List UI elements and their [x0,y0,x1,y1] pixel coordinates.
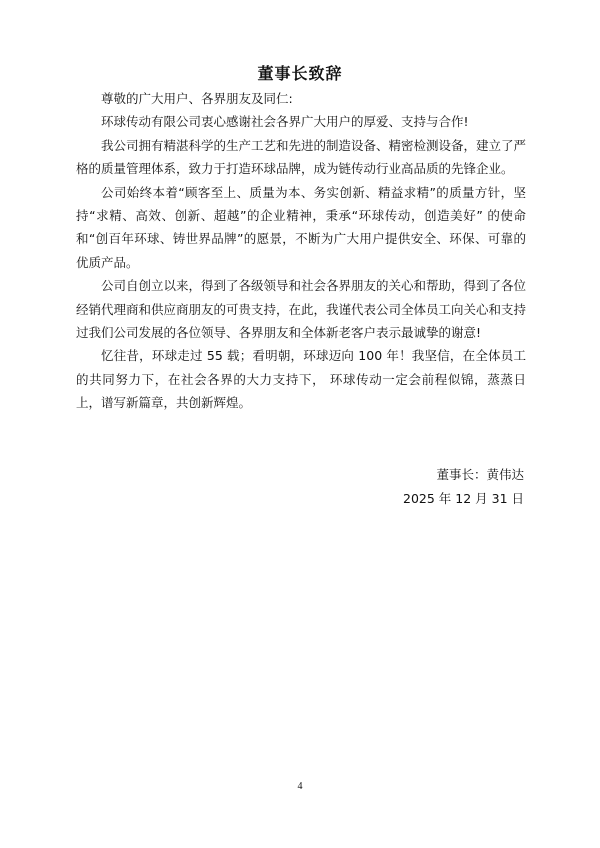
paragraph-1: 环球传动有限公司衷心感谢社会各界广大用户的厚爱、支持与合作! [101,114,469,130]
signature-name: 董事长：黄伟达 [436,467,524,482]
salutation: 尊敬的广大用户、各界朋友及同仁: [101,91,293,106]
signature-block [403,463,524,511]
page-title: 董事长致辞 [257,64,343,83]
paragraph-4: 公司自创立以来，得到了各级领导和社会各界朋友的关心和帮助，得到了各位经销代理商和供应商朋友的可贵支持，在此，我谨代表公司全体员工向关心和支持过我们公司发展的各位领导、各界朋友和全体新老客户表示最诚挚的谢意! [76,278,527,341]
paragraph-2: 我公司拥有精湛科学的生产工艺和先进的制造设备、精密检测设备，建立了严格的质量管理体系，致力于打造环球品牌，成为链传动行业高品质的先锋企业。 [76,137,527,177]
page-number: 4 [297,781,303,792]
signature-date: 2025 年 12 月 31 日 [403,491,524,506]
paragraph-5: 忆往昔，环球走过 55 载；看明朝，环球迈向 100 年！我坚信，在全体员工的共同努力下，在社会各界的大力支持下， 环球传动一定会前程似锦，蒸蒸日上，谱写新篇章，共创新辉煌。 [76,348,526,411]
paragraph-3: 公司始终本着“顾客至上、质量为本、务实创新、精益求精”的质量方针，坚持“求精、高效、创新、超越”的企业精神，秉承“环球传动，创造美好” 的使命和“创百年环球、铸世界品牌”的愿景，不断为广大用户提供安全、环保、可靠的优质产品。 [76,184,526,270]
letter-body [76,87,526,415]
